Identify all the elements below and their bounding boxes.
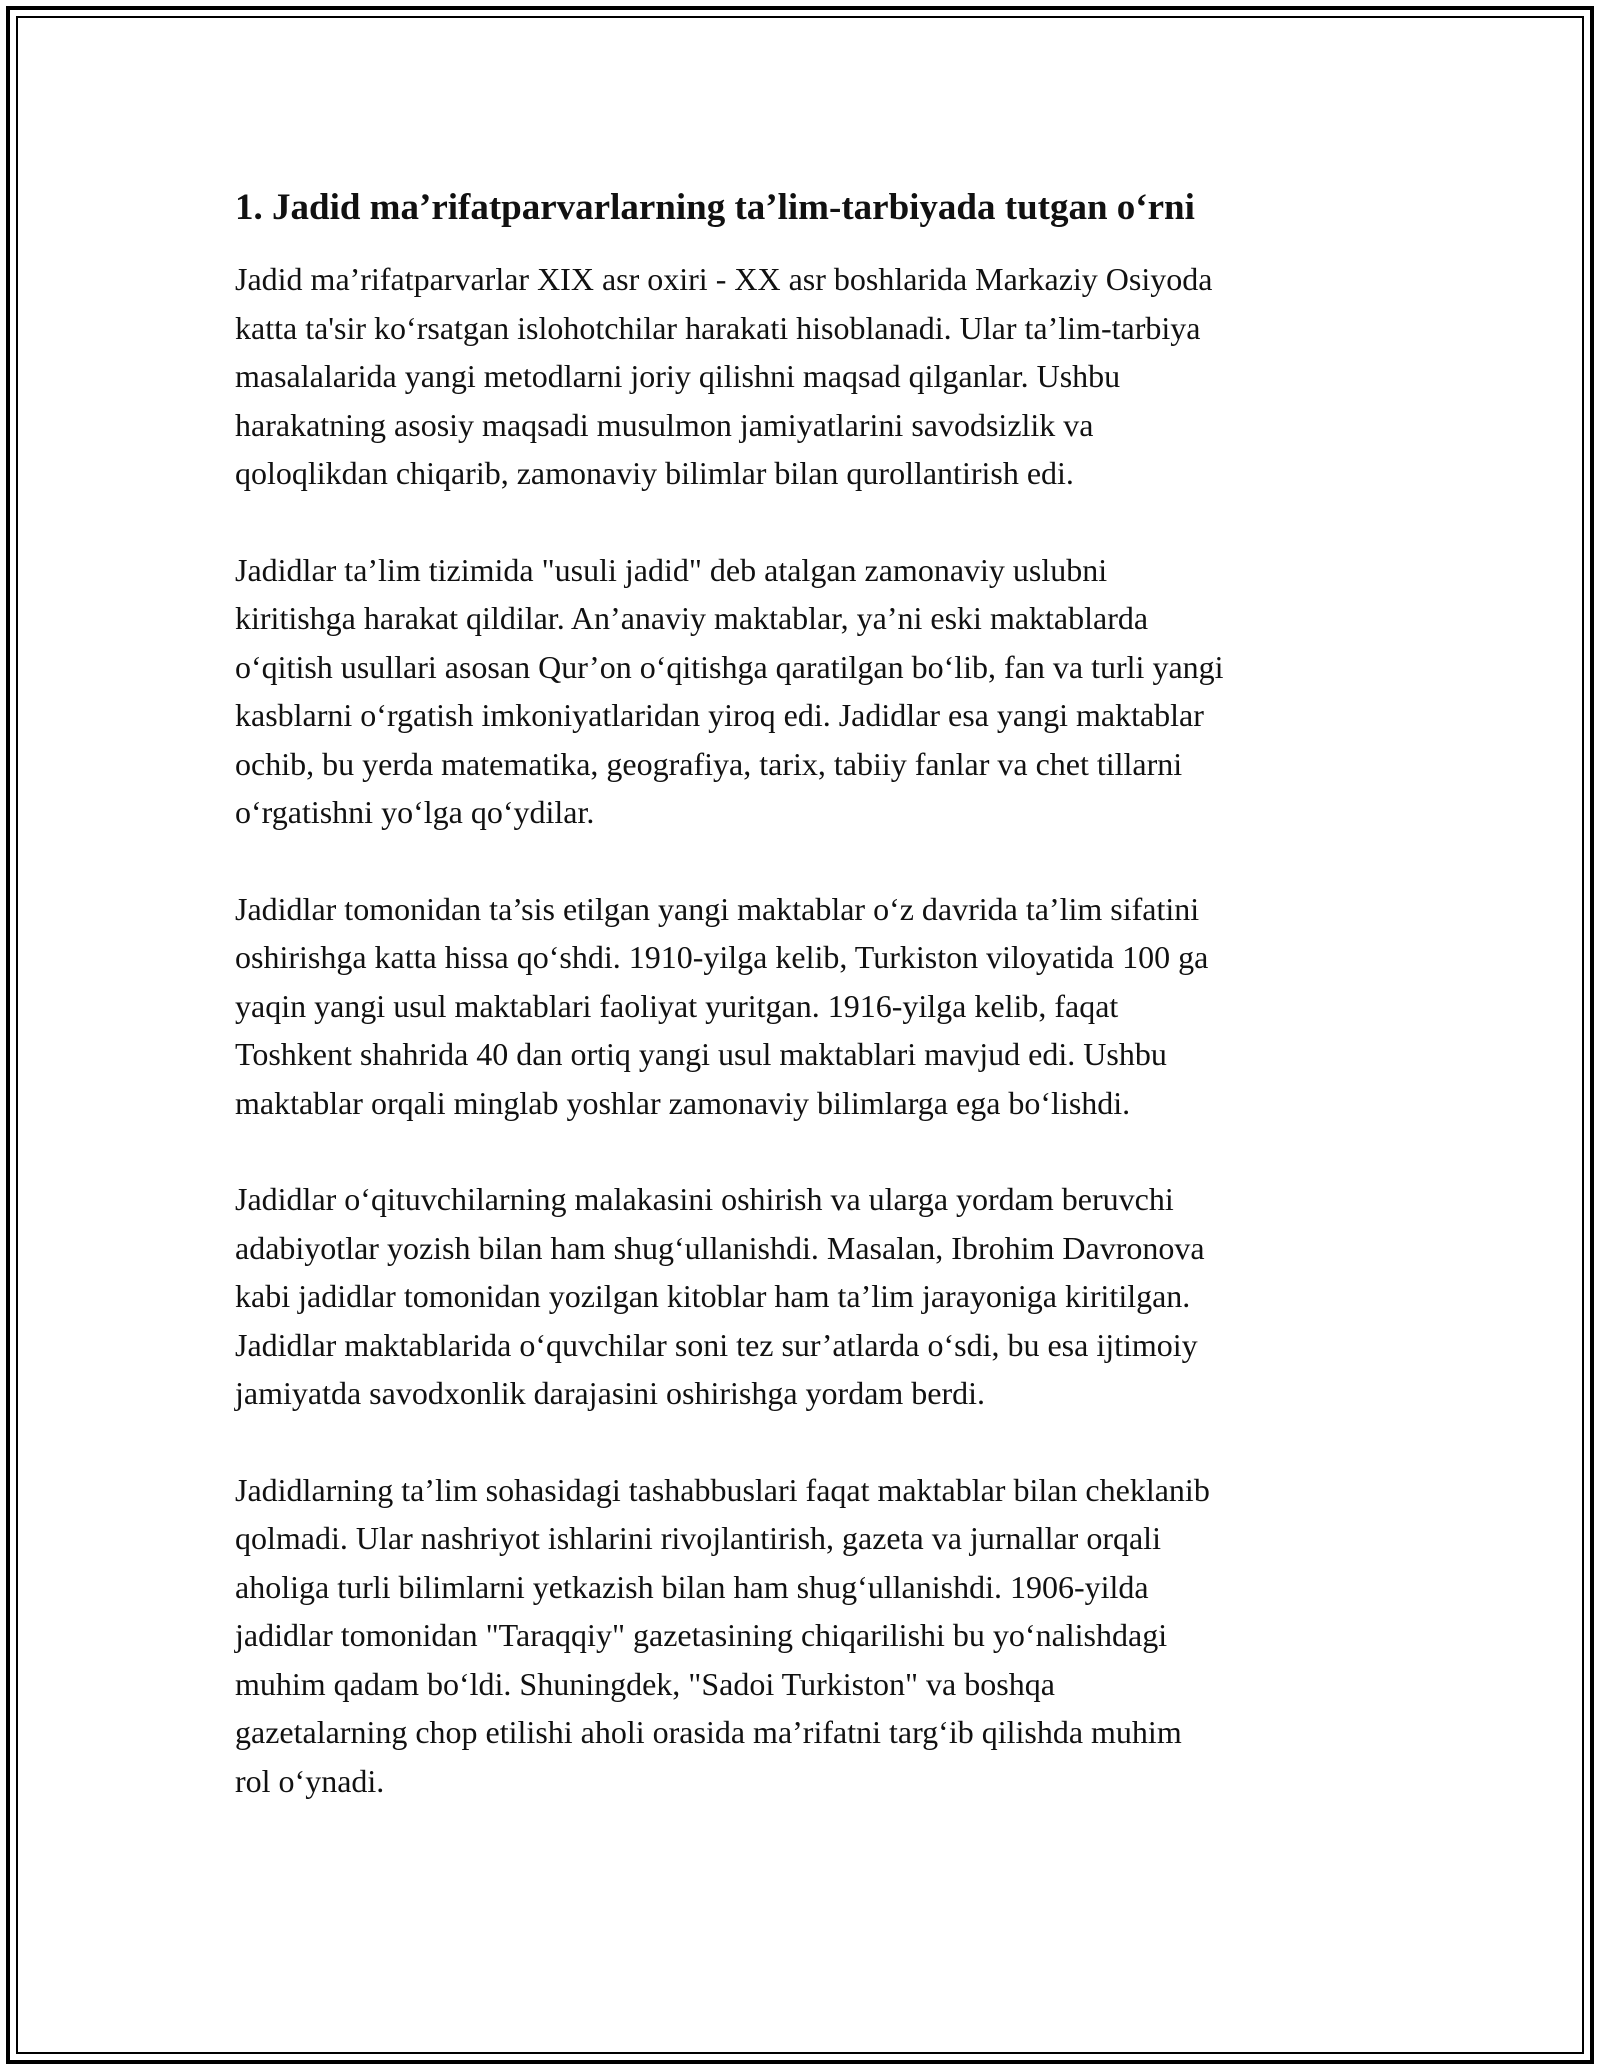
- text-line: harakatning asosiy maqsadi musulmon jamiyatlarini savodsizlik va: [235, 406, 1094, 443]
- paragraph-1: [235, 255, 1375, 498]
- text-line: o‘rgatishni yo‘lga qo‘ydilar.: [235, 794, 595, 830]
- text-line: qoloqlikdan chiqarib, zamonaviy bilimlar bilan qurollantirish edi.: [235, 455, 1074, 491]
- text-line: Jadidlarning ta’lim sohasidagi tashabbuslari faqat maktablar bilan cheklanib: [235, 1471, 1210, 1508]
- text-line: masalalarida yangi metodlarni joriy qilishni maqsad qilganlar. Ushbu: [235, 358, 1121, 394]
- text-line: kasblarni o‘rgatish imkoniyatlaridan yiroq edi. Jadidlar esa yangi maktablar: [235, 697, 1204, 733]
- text-line: Jadidlar maktablarida o‘quvchilar soni tez sur’atlarda o‘sdi, bu esa ijtimoiy: [235, 1326, 1198, 1363]
- text-line: Jadidlar tomonidan ta’sis etilgan yangi maktablar o‘z davrida ta’lim sifatini: [235, 890, 1200, 927]
- text-line: kabi jadidlar tomonidan yozilgan kitoblar ham ta’lim jarayoniga kiritilgan.: [235, 1278, 1191, 1314]
- paragraph-5: [235, 1466, 1375, 1806]
- text-line: rol o‘ynadi.: [235, 1762, 385, 1799]
- text-line: Toshkent shahrida 40 dan ortiq yangi usul maktablari mavjud edi. Ushbu: [235, 1036, 1167, 1072]
- text-line: oshirishga katta hissa qo‘shdi. 1910-yilga kelib, Turkiston viloyatida 100 ga: [235, 939, 1209, 975]
- text-line: Jadidlar ta’lim tizimida "usuli jadid" deb atalgan zamonaviy uslubni: [235, 551, 1108, 588]
- text-line: Jadidlar o‘qituvchilarning malakasini oshirish va ularga yordam beruvchi: [235, 1181, 1174, 1217]
- text-line: kiritishga harakat qildilar. An’anaviy maktablar, ya’ni eski maktablarda: [235, 600, 1149, 636]
- text-line: adabiyotlar yozish bilan ham shug‘ullanishdi. Masalan, Ibrohim Davronova: [235, 1229, 1205, 1266]
- text-line: jadidlar tomonidan "Taraqqiy" gazetasining chiqarilishi bu yo‘nalishdagi: [235, 1617, 1168, 1653]
- text-line: yaqin yangi usul maktablari faoliyat yuritgan. 1916-yilga kelib, faqat: [235, 987, 1119, 1024]
- paragraph-2: [235, 546, 1375, 837]
- text-line: ochib, bu yerda matematika, geografiya, tarix, tabiiy fanlar va chet tillarni: [235, 745, 1183, 782]
- text-line: qolmadi. Ular nashriyot ishlarini rivojlantirish, gazeta va jurnallar orqali: [235, 1520, 1161, 1556]
- text-line: katta ta'sir ko‘rsatgan islohotchilar harakati hisoblanadi. Ular ta’lim-tarbiya: [235, 309, 1201, 346]
- text-line: o‘qitish usullari asosan Qur’on o‘qitishga qaratilgan bo‘lib, fan va turli yangi: [235, 648, 1224, 685]
- document-body: [235, 185, 1375, 1853]
- document-title: 1. Jadid ma’rifatparvarlarning ta’lim-tarbiyada tutgan o‘rni: [235, 187, 1195, 228]
- paragraph-3: [235, 885, 1375, 1128]
- text-line: muhim qadam bo‘ldi. Shuningdek, "Sadoi Turkiston" va boshqa: [235, 1665, 1055, 1702]
- paragraph-4: [235, 1175, 1375, 1418]
- text-line: Jadid ma’rifatparvarlar XIX asr oxiri - XX asr boshlarida Markaziy Osiyoda: [235, 261, 1213, 297]
- text-line: jamiyatda savodxonlik darajasini oshirishga yordam berdi.: [235, 1375, 986, 1411]
- text-line: maktablar orqali minglab yoshlar zamonaviy bilimlarga ega bo‘lishdi.: [235, 1084, 1131, 1121]
- text-line: aholiga turli bilimlarni yetkazish bilan ham shug‘ullanishdi. 1906-yilda: [235, 1568, 1149, 1605]
- text-line: gazetalarning chop etilishi aholi orasida ma’rifatni targ‘ib qilishda muhim: [235, 1714, 1182, 1750]
